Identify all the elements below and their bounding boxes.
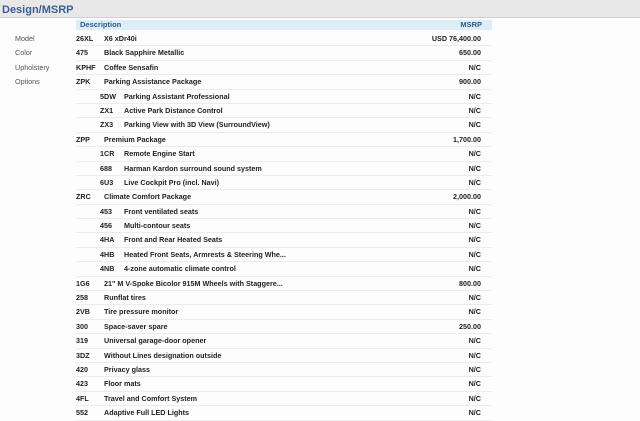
option-description: Harman Kardon surround sound system [124, 163, 262, 173]
option-description: Heated Front Seats, Armrests & Steering Whe... [124, 249, 286, 259]
option-code: 258 [76, 293, 88, 303]
option-code: 4HA [100, 235, 115, 245]
option-description: Travel and Comfort System [104, 393, 198, 403]
option-description: Parking Assistant Professional [124, 91, 230, 101]
option-price: 900.00 [459, 77, 481, 87]
table-row [0, 233, 640, 247]
option-price: N/C [468, 163, 481, 173]
row-category-label: Model [15, 34, 35, 43]
option-code: 5DW [100, 91, 116, 101]
table-row [0, 219, 640, 233]
table-row [0, 277, 640, 291]
option-price: N/C [468, 293, 481, 303]
option-description: Live Cockpit Pro (incl. Navi) [124, 177, 220, 187]
option-code: 453 [100, 206, 112, 216]
option-price: N/C [468, 336, 481, 346]
table-row [0, 377, 640, 391]
option-price: N/C [468, 120, 481, 130]
option-price: N/C [468, 235, 481, 245]
option-price: N/C [468, 364, 481, 374]
table-row [0, 406, 640, 420]
table-row [0, 262, 640, 276]
option-code: 1CR [100, 149, 115, 159]
option-description: Privacy glass [104, 364, 150, 374]
table-row [0, 133, 640, 147]
table-row [0, 90, 640, 104]
row-category-label: Color [15, 48, 33, 58]
table-row [0, 32, 640, 46]
option-description: Active Park Distance Control [124, 105, 223, 115]
table-row [0, 392, 640, 406]
table-row [0, 162, 640, 176]
table-row [0, 190, 640, 204]
option-code: ZPP [76, 134, 90, 144]
option-code: KPHF [76, 62, 96, 72]
table-row [0, 248, 640, 262]
option-price: N/C [468, 206, 481, 216]
option-price: N/C [468, 105, 481, 115]
option-price: N/C [468, 408, 481, 418]
option-description: Tire pressure monitor [104, 307, 179, 317]
option-description: Black Sapphire Metallic [104, 48, 185, 58]
option-description: Space-saver spare [104, 321, 168, 331]
option-description: Adaptive Full LED Lights [104, 408, 190, 418]
row-category-label: Upholstery [15, 62, 50, 72]
table-row [0, 147, 640, 161]
option-description: Parking View with 3D View (SurroundView) [124, 120, 270, 130]
option-price: 1,700.00 [453, 134, 481, 144]
option-code: 4FL [76, 393, 89, 403]
option-description: Front and Rear Heated Seats [124, 235, 223, 245]
option-price: 2,000.00 [453, 192, 481, 202]
option-code: 456 [100, 221, 112, 231]
option-price: N/C [468, 221, 481, 231]
option-code: 423 [76, 379, 88, 389]
table-row [0, 118, 640, 132]
option-code: 2VB [76, 307, 90, 317]
table-row [0, 205, 640, 219]
option-description: Runflat tires [104, 293, 146, 303]
option-price: N/C [468, 149, 481, 159]
table-row [0, 104, 640, 118]
option-code: 3DZ [76, 350, 90, 360]
option-code: 6U3 [100, 177, 114, 187]
option-description: Remote Engine Start [124, 149, 195, 159]
option-code: 1G6 [76, 278, 90, 288]
option-description: Parking Assistance Package [104, 77, 202, 87]
option-price: 800.00 [459, 278, 481, 288]
table-row [0, 176, 640, 190]
option-price: 250.00 [459, 321, 481, 331]
option-description: Coffee Sensafin [104, 62, 159, 72]
option-price: N/C [468, 307, 481, 317]
option-code: 552 [76, 408, 88, 418]
table-row [0, 61, 640, 75]
option-code: ZRC [76, 192, 91, 202]
option-price: N/C [468, 350, 481, 360]
option-code: 420 [76, 364, 88, 374]
description-column-header: Description [80, 20, 122, 29]
option-description: 4-zone automatic climate control [124, 264, 236, 274]
msrp-column-header: MSRP [460, 20, 482, 29]
option-price: N/C [468, 177, 481, 187]
option-description: Front ventilated seats [124, 206, 199, 216]
option-code: 4NB [100, 264, 115, 274]
option-code: ZPK [76, 77, 91, 87]
option-price: N/C [468, 264, 481, 274]
option-price: N/C [468, 91, 481, 101]
option-code: ZX1 [100, 105, 114, 115]
option-description: Without Lines designation outside [104, 350, 222, 360]
option-code: 319 [76, 336, 88, 346]
table-header [76, 20, 492, 30]
msrp-table [0, 32, 640, 421]
page-title: Design/MSRP [2, 4, 74, 16]
option-price: 650.00 [459, 48, 481, 58]
title-bar [0, 0, 640, 18]
option-code: 26XL [76, 34, 94, 43]
table-row [0, 291, 640, 305]
option-price: N/C [468, 249, 481, 259]
option-code: 475 [76, 48, 88, 58]
option-price: USD 76,400.00 [431, 34, 481, 43]
option-description: Premium Package [104, 134, 166, 144]
option-code: ZX3 [100, 120, 114, 130]
option-code: 300 [76, 321, 88, 331]
option-description: Climate Comfort Package [104, 192, 192, 202]
table-row [0, 363, 640, 377]
table-row [0, 46, 640, 60]
row-category-label: Options [15, 77, 40, 87]
option-price: N/C [468, 393, 481, 403]
table-row [0, 349, 640, 363]
option-description: 21" M V-Spoke Bicolor 915M Wheels with Staggere... [104, 278, 283, 288]
table-row [0, 320, 640, 334]
table-row [0, 75, 640, 89]
option-price: N/C [468, 62, 481, 72]
option-description: Multi-contour seats [124, 221, 191, 231]
option-price: N/C [468, 379, 481, 389]
table-row [0, 305, 640, 319]
option-description: Floor mats [104, 379, 141, 389]
table-row [0, 334, 640, 348]
option-code: 688 [100, 163, 112, 173]
option-code: 4HB [100, 249, 115, 259]
option-description: Universal garage-door opener [104, 336, 207, 346]
option-description: X6 xDr40i [104, 34, 137, 43]
